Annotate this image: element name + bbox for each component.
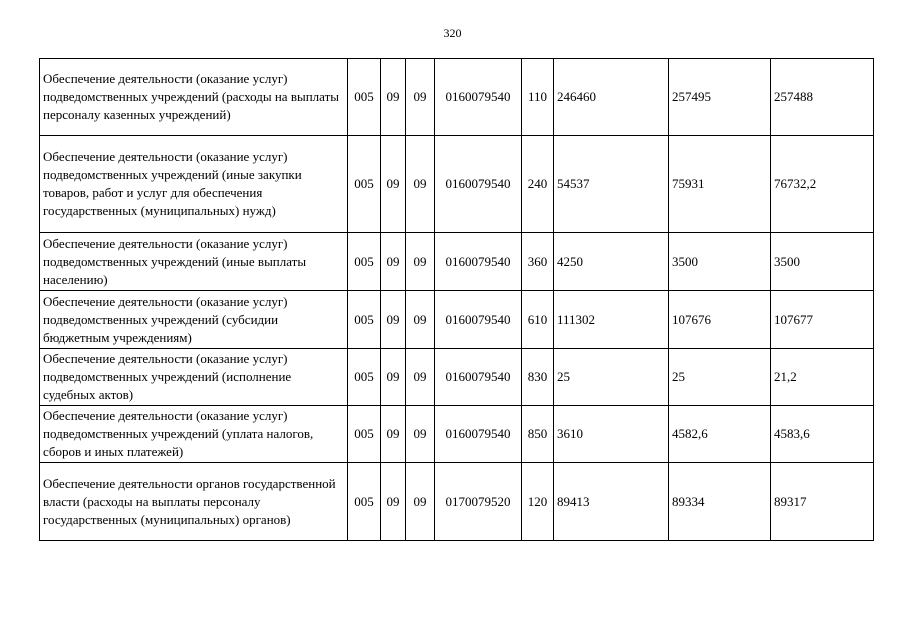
section-code-cell: 09 bbox=[381, 233, 406, 291]
subsection-code-cell: 09 bbox=[406, 463, 435, 541]
subsection-code-cell: 09 bbox=[406, 291, 435, 349]
expense-name-cell: Обеспечение деятельности (оказание услуг) подведомственных учреждений (субсидии бюджетным учреждениям) bbox=[40, 291, 348, 349]
amount-year1-cell: 89413 bbox=[554, 463, 669, 541]
expense-type-code-cell: 830 bbox=[522, 349, 554, 406]
amount-year1-cell: 4250 bbox=[554, 233, 669, 291]
expense-name-cell: Обеспечение деятельности (оказание услуг) подведомственных учреждений (расходы на выплаты персоналу казенных учреждений) bbox=[40, 59, 348, 136]
section-code-cell: 09 bbox=[381, 406, 406, 463]
section-code-cell: 09 bbox=[381, 136, 406, 233]
table-row bbox=[40, 463, 874, 541]
department-code-cell: 005 bbox=[348, 349, 381, 406]
section-code-cell: 09 bbox=[381, 59, 406, 136]
subsection-code-cell: 09 bbox=[406, 406, 435, 463]
expense-type-code-cell: 610 bbox=[522, 291, 554, 349]
subsection-code-cell: 09 bbox=[406, 233, 435, 291]
table-row bbox=[40, 136, 874, 233]
department-code-cell: 005 bbox=[348, 291, 381, 349]
expense-type-code-cell: 240 bbox=[522, 136, 554, 233]
amount-year3-cell: 3500 bbox=[771, 233, 874, 291]
amount-year3-cell: 76732,2 bbox=[771, 136, 874, 233]
amount-year3-cell: 89317 bbox=[771, 463, 874, 541]
amount-year3-cell: 21,2 bbox=[771, 349, 874, 406]
expense-type-code-cell: 120 bbox=[522, 463, 554, 541]
amount-year2-cell: 107676 bbox=[669, 291, 771, 349]
amount-year1-cell: 246460 bbox=[554, 59, 669, 136]
target-article-code-cell: 0160079540 bbox=[435, 406, 522, 463]
page-number: 320 bbox=[443, 26, 462, 40]
amount-year3-cell: 257488 bbox=[771, 59, 874, 136]
amount-year2-cell: 257495 bbox=[669, 59, 771, 136]
expense-name-cell: Обеспечение деятельности (оказание услуг) подведомственных учреждений (исполнение судебных актов) bbox=[40, 349, 348, 406]
target-article-code-cell: 0160079540 bbox=[435, 136, 522, 233]
table-row bbox=[40, 406, 874, 463]
department-code-cell: 005 bbox=[348, 59, 381, 136]
budget-table bbox=[39, 58, 874, 541]
target-article-code-cell: 0160079540 bbox=[435, 291, 522, 349]
department-code-cell: 005 bbox=[348, 463, 381, 541]
target-article-code-cell: 0170079520 bbox=[435, 463, 522, 541]
target-article-code-cell: 0160079540 bbox=[435, 349, 522, 406]
amount-year3-cell: 4583,6 bbox=[771, 406, 874, 463]
amount-year2-cell: 3500 bbox=[669, 233, 771, 291]
section-code-cell: 09 bbox=[381, 291, 406, 349]
expense-type-code-cell: 850 bbox=[522, 406, 554, 463]
target-article-code-cell: 0160079540 bbox=[435, 233, 522, 291]
expense-type-code-cell: 360 bbox=[522, 233, 554, 291]
department-code-cell: 005 bbox=[348, 233, 381, 291]
table-row bbox=[40, 291, 874, 349]
table-row bbox=[40, 59, 874, 136]
department-code-cell: 005 bbox=[348, 406, 381, 463]
section-code-cell: 09 bbox=[381, 463, 406, 541]
expense-type-code-cell: 110 bbox=[522, 59, 554, 136]
section-code-cell: 09 bbox=[381, 349, 406, 406]
expense-name-cell: Обеспечение деятельности органов государственной власти (расходы на выплаты персоналу государственных (муниципальных) органов) bbox=[40, 463, 348, 541]
amount-year1-cell: 54537 bbox=[554, 136, 669, 233]
amount-year1-cell: 111302 bbox=[554, 291, 669, 349]
amount-year1-cell: 3610 bbox=[554, 406, 669, 463]
amount-year2-cell: 25 bbox=[669, 349, 771, 406]
amount-year1-cell: 25 bbox=[554, 349, 669, 406]
expense-name-cell: Обеспечение деятельности (оказание услуг) подведомственных учреждений (иные закупки товаров, работ и услуг для обеспечения государственных (муниципальных) нужд) bbox=[40, 136, 348, 233]
expense-name-cell: Обеспечение деятельности (оказание услуг) подведомственных учреждений (уплата налогов, сборов и иных платежей) bbox=[40, 406, 348, 463]
department-code-cell: 005 bbox=[348, 136, 381, 233]
table-row bbox=[40, 233, 874, 291]
subsection-code-cell: 09 bbox=[406, 349, 435, 406]
subsection-code-cell: 09 bbox=[406, 136, 435, 233]
amount-year2-cell: 75931 bbox=[669, 136, 771, 233]
amount-year3-cell: 107677 bbox=[771, 291, 874, 349]
expense-name-cell: Обеспечение деятельности (оказание услуг) подведомственных учреждений (иные выплаты населению) bbox=[40, 233, 348, 291]
subsection-code-cell: 09 bbox=[406, 59, 435, 136]
amount-year2-cell: 89334 bbox=[669, 463, 771, 541]
amount-year2-cell: 4582,6 bbox=[669, 406, 771, 463]
table-row bbox=[40, 349, 874, 406]
target-article-code-cell: 0160079540 bbox=[435, 59, 522, 136]
